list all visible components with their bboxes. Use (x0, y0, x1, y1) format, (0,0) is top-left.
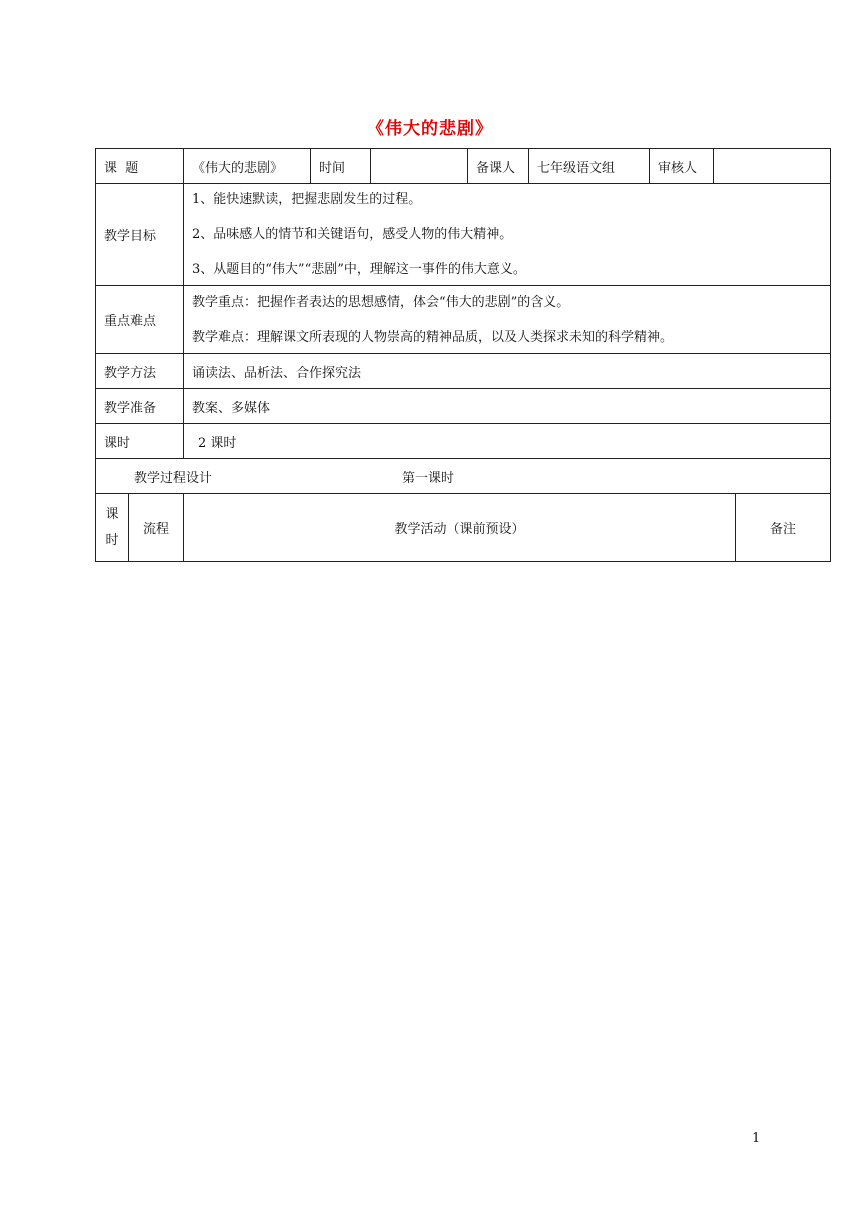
preparation-label: 教学准备 (95, 388, 184, 424)
page-number: 1 (752, 1131, 761, 1146)
key-point-item: 教学难点：理解课文所表现的人物崇高的精神品质，以及人类探求未知的科学精神。 (192, 329, 674, 345)
label-reviewer: 审核人 (649, 148, 714, 184)
lesson-column-header: 课 时 (95, 493, 129, 562)
flow-column-header: 流程 (128, 493, 184, 562)
hours-value: 2 课时 (183, 423, 831, 459)
time-value (370, 148, 468, 184)
label-topic: 课 题 (95, 148, 184, 184)
key-point-item: 教学重点：把握作者表达的思想感情，体会“伟大的悲剧”的含义。 (192, 294, 570, 310)
process-row (95, 458, 831, 494)
preparation-value: 教案、多媒体 (183, 388, 831, 424)
period-label: 第一课时 (402, 470, 455, 486)
key-points-label: 重点难点 (95, 285, 184, 354)
note-column-header: 备注 (735, 493, 831, 562)
goals-content (183, 183, 831, 286)
reviewer-value (713, 148, 831, 184)
goals-label: 教学目标 (95, 183, 184, 286)
label-preparer: 备课人 (467, 148, 529, 184)
topic-value: 《伟大的悲剧》 (183, 148, 311, 184)
page-title: 《伟大的悲剧》 (367, 119, 493, 139)
goal-item: 2、品味感人的情节和关键语句，感受人物的伟大精神。 (192, 227, 513, 242)
method-label: 教学方法 (95, 353, 184, 389)
goal-item: 1、能快速默读，把握悲剧发生的过程。 (192, 192, 422, 207)
method-value: 诵读法、品析法、合作探究法 (183, 353, 831, 389)
label-time: 时间 (310, 148, 371, 184)
process-label: 教学过程设计 (134, 470, 213, 486)
hours-label: 课时 (95, 423, 184, 459)
activity-column-header: 教学活动（课前预设） (183, 493, 736, 562)
goal-item: 3、从题目的“伟大”“悲剧”中，理解这一事件的伟大意义。 (192, 262, 526, 277)
key-points-content (183, 285, 831, 354)
preparer-value: 七年级语文组 (528, 148, 650, 184)
